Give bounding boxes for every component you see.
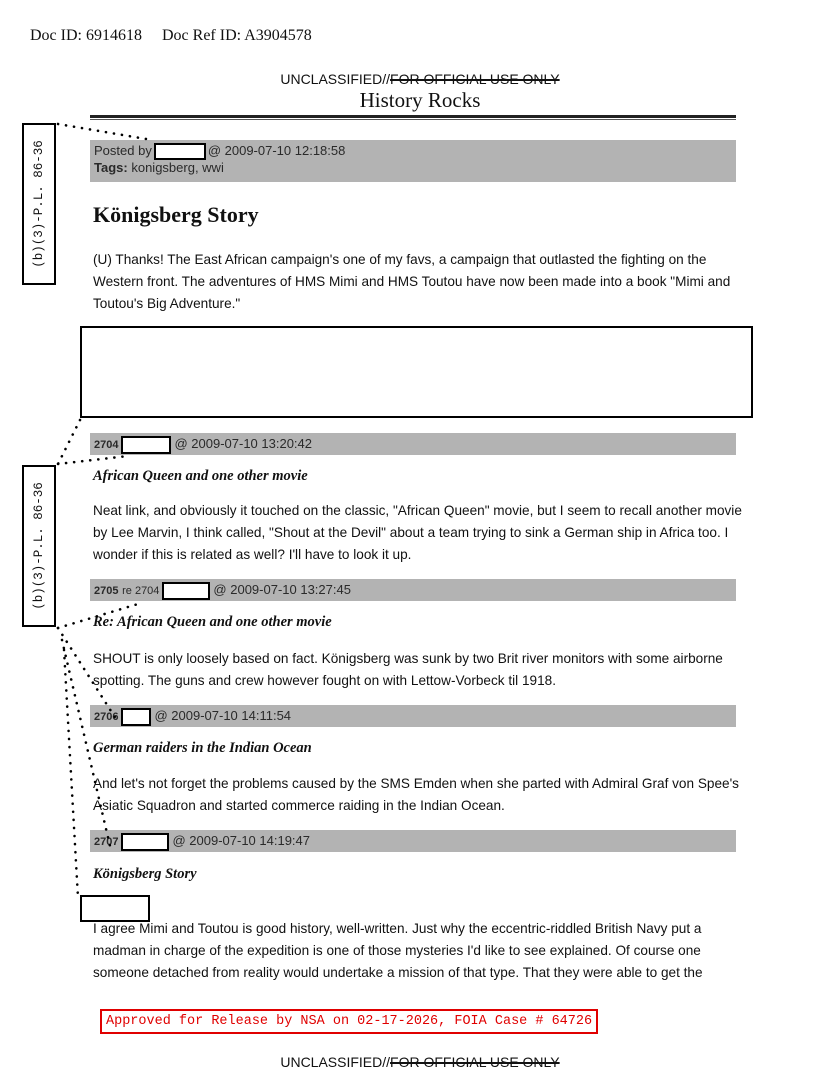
comment-timestamp: @ 2009-07-10 13:20:42 xyxy=(174,436,313,451)
comment-timestamp: @ 2009-07-10 13:27:45 xyxy=(213,582,351,597)
comment-timestamp: @ 2009-07-10 14:11:54 xyxy=(154,708,292,723)
posted-by-label: Posted by xyxy=(94,143,152,158)
classification-prefix: UNCLASSIFIED// xyxy=(280,1054,391,1070)
leader-line xyxy=(58,124,152,140)
comment-title: African Queen and one other movie xyxy=(93,468,308,484)
doc-id: Doc ID: 6914618 xyxy=(30,27,142,44)
tags-label: Tags: xyxy=(94,160,128,176)
comment-number: 2705 xyxy=(94,585,119,597)
leader-line xyxy=(58,420,80,464)
exemption-text-1: (b)(3)-P.L. 86-36 xyxy=(32,140,46,268)
comment-number: 2707 xyxy=(94,836,119,848)
post-body: (U) Thanks! The East African campaign's one of my favs, a campaign that outlasted the fighting on the Western front. The adventures of HMS Mimi and HMS Toutou have now been made into a book "Mimi and Toutou's Big Adventure." xyxy=(93,252,731,311)
comment-timestamp: @ 2009-07-10 14:19:47 xyxy=(172,833,311,848)
classification-banner-bottom xyxy=(0,1054,840,1070)
comment-title: Königsberg Story xyxy=(93,866,197,882)
classification-prefix: UNCLASSIFIED// xyxy=(280,71,391,87)
comment-title: Re: African Queen and one other movie xyxy=(93,614,332,630)
comment-body: I agree Mimi and Toutou is good history, well-written. Just why the eccentric-riddled British Navy put a madman in charge of the expedition is one of those mysteries I'd like to see explained. Of course one someone detached from reality would undertake a mission of that type. That they were able to get the xyxy=(93,921,703,980)
comment-body: And let's not forget the problems caused by the SMS Emden when she parted with Admiral Graf von Spee's Asiatic Squadron and started commerce raiding in the Indian Ocean. xyxy=(93,776,739,813)
comment-body: SHOUT is only loosely based on fact. Königsberg was sunk by two Brit river monitors with some airborne spotting. The guns and crew however fought on with Lettow-Vorbeck til 1918. xyxy=(93,651,723,688)
leader-line xyxy=(58,604,138,628)
tags-value: konigsberg, wwi xyxy=(131,160,224,176)
comment-reply-to: re 2704 xyxy=(122,585,160,597)
comment-number: 2706 xyxy=(94,711,119,723)
classification-struck: FOR OFFICIAL USE ONLY xyxy=(390,71,560,87)
exemption-text-2: (b)(3)-P.L. 86-36 xyxy=(32,482,46,610)
leader-line xyxy=(62,640,110,846)
comment-number: 2704 xyxy=(94,439,119,451)
post-timestamp: @ 2009-07-10 12:18:58 xyxy=(207,143,346,158)
post-title: Königsberg Story xyxy=(93,202,259,227)
leader-line xyxy=(64,650,78,898)
comment-body: Neat link, and obviously it touched on the classic, "African Queen" movie, but I seem to recall another movie by Lee Marvin, I think called, "Shout at the Devil" about a team trying to sink a German ship in Africa too. I wonder if this is related as well? I'll have to look it up. xyxy=(93,503,742,562)
site-title: History Rocks xyxy=(359,88,481,112)
classification-struck: FOR OFFICIAL USE ONLY xyxy=(390,1054,560,1070)
approval-stamp: Approved for Release by NSA on 02-17-2026, FOIA Case # 64726 xyxy=(100,1009,598,1034)
leader-line xyxy=(58,456,128,464)
comment-title: German raiders in the Indian Ocean xyxy=(93,740,312,756)
doc-ref-id: Doc Ref ID: A3904578 xyxy=(161,27,312,44)
